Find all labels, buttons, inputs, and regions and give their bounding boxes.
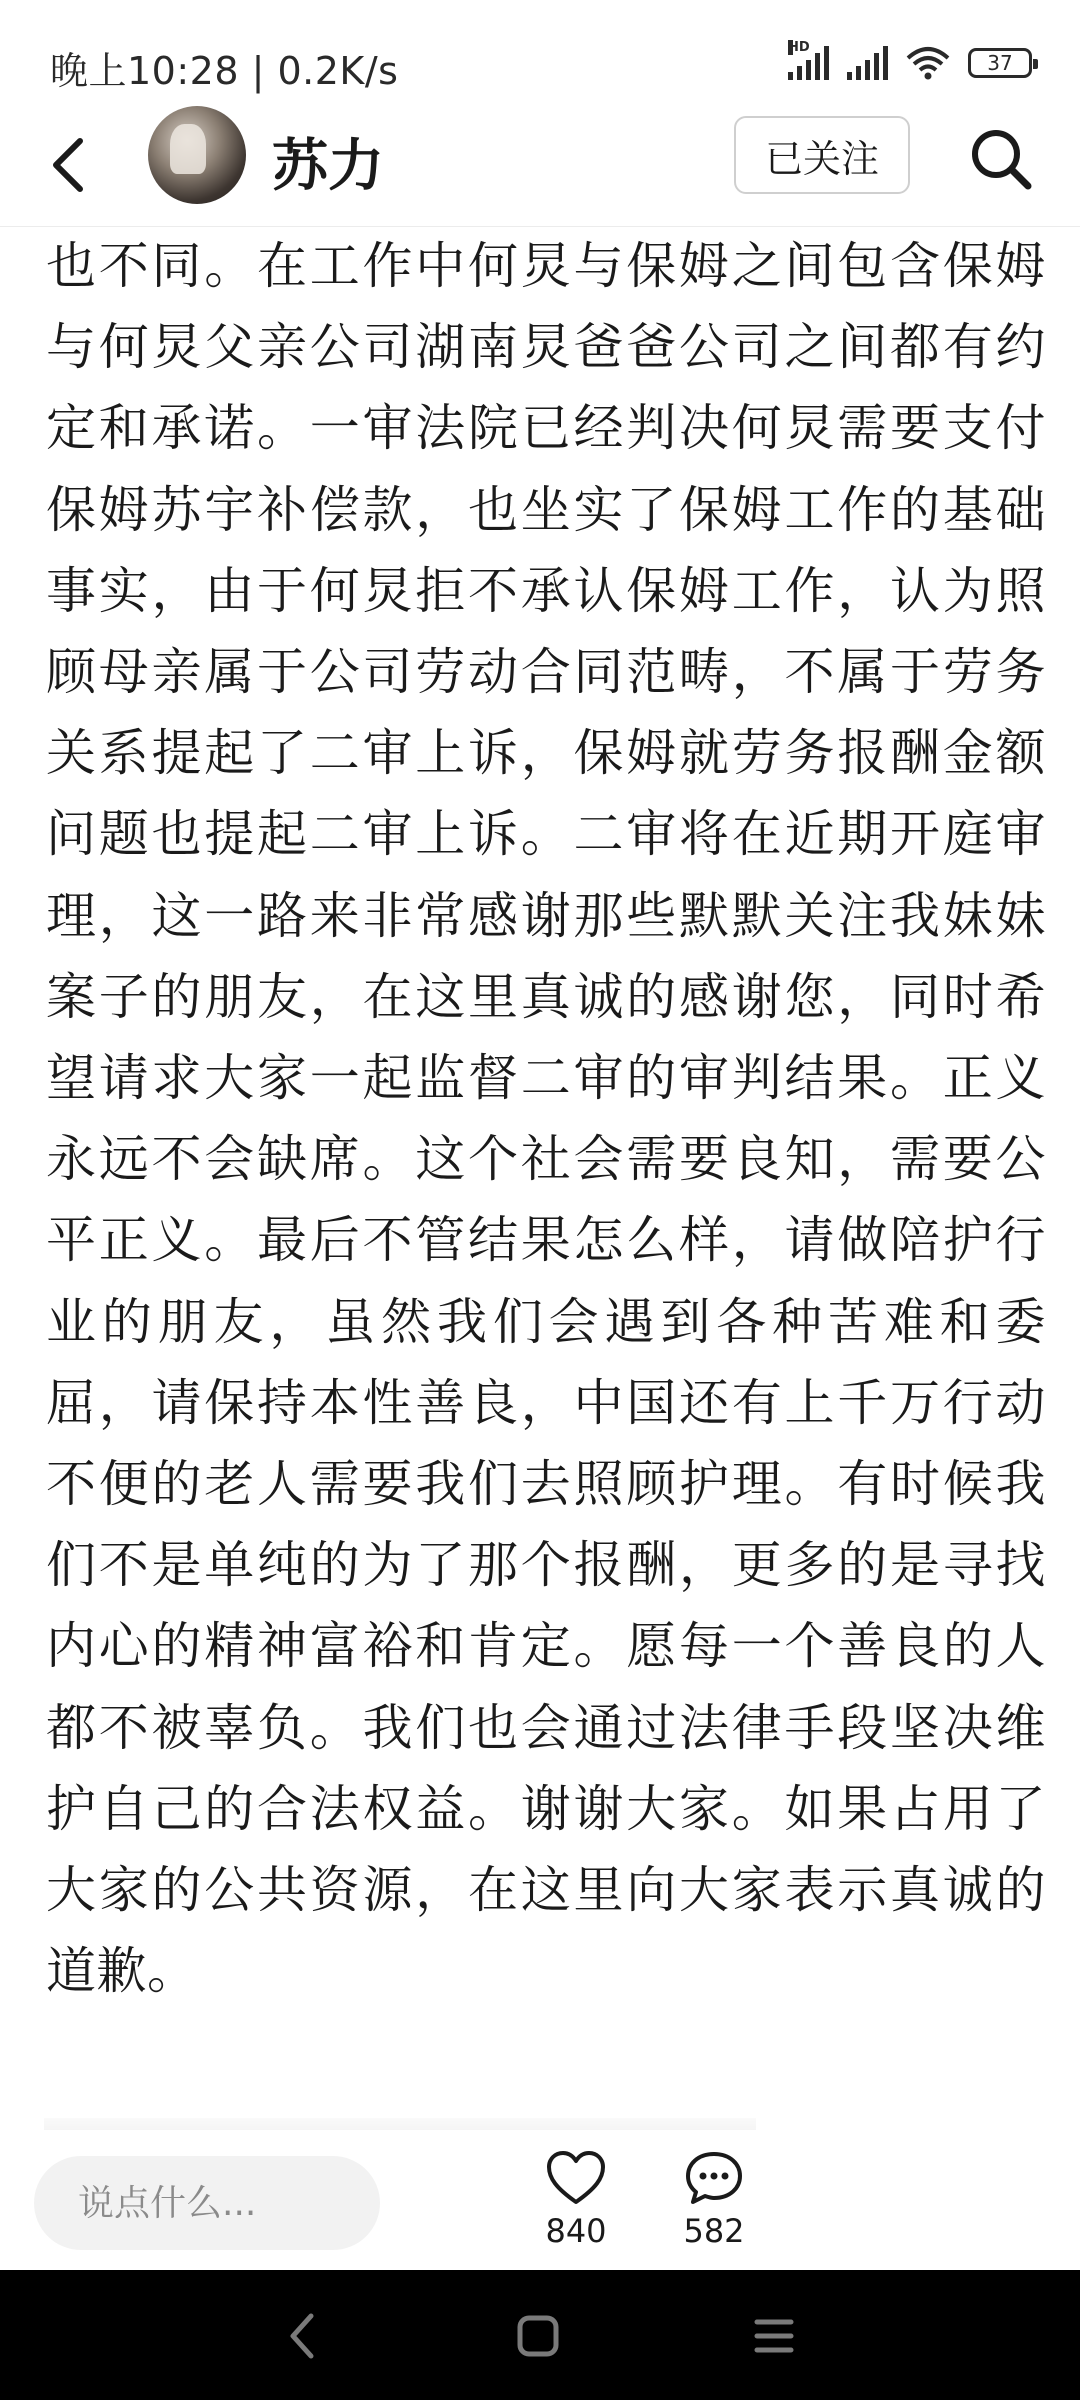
back-button[interactable]: [38, 130, 98, 200]
signal-icon: [847, 46, 888, 80]
app-header: [0, 100, 1080, 228]
follow-button[interactable]: 已关注: [734, 116, 910, 194]
nav-recents-icon: [753, 2316, 795, 2356]
wifi-icon: [906, 46, 950, 80]
avatar[interactable]: [148, 106, 246, 204]
like-button[interactable]: [516, 2150, 636, 2270]
network-badge: HD: [788, 40, 810, 55]
comment-count: 582: [683, 2212, 745, 2250]
username[interactable]: 苏力: [272, 134, 384, 199]
battery-icon: 37: [968, 48, 1032, 78]
signal-hd-icon: [788, 40, 829, 80]
search-button[interactable]: [968, 126, 1034, 192]
nav-home-icon: [516, 2314, 560, 2358]
like-count: 840: [545, 2212, 607, 2250]
back-arrow-icon: [48, 135, 88, 195]
search-icon: [968, 126, 1034, 192]
article-text: 也不同。在工作中何炅与保姆之间包含保姆与何炅父亲公司湖南炅爸爸公司之间都有约定和承诺。一审法院已经判决何炅需要支付保姆苏宇补偿款，也坐实了保姆工作的基础事实，由于何炅拒不承认保姆工作，认为照顾母亲属于公司劳动合同范畴，不属于劳务关系提起了二审上诉，保姆就劳务报酬金额问题也提起二审上诉。二审将在近期开庭审理，这一路来非常感谢那些默默关注我妹妹案子的朋友，在这里真诚的感谢您，同时希望请求大家一起监督二审的审判结果。正义永远不会缺席。这个社会需要良知，需要公平正义。最后不管结果怎么样，请做陪护行业的朋友，虽然我们会遇到各种苦难和委屈，请保持本性善良，中国还有上千万行动不便的老人需要我们去照顾护理。有时候我们不是单纯的为了那个报酬，更多的是寻找内心的精神富裕和肯定。愿每一个善良的人都不被辜负。我们也会通过法律手段坚决维护自己的合法权益。谢谢大家。如果占用了大家的公共资源，在这里向大家表示真诚的道歉。: [46, 237, 1046, 2001]
nav-back-button[interactable]: [272, 2308, 332, 2364]
article-body: [46, 226, 1046, 2106]
status-time: 晚上10:28 | 0.2K/s: [50, 49, 399, 93]
comment-button[interactable]: [654, 2150, 774, 2270]
comment-input[interactable]: [34, 2156, 380, 2250]
comment-bubble-icon: [684, 2150, 744, 2206]
status-icons: [788, 40, 1032, 86]
system-nav-bar: [0, 2270, 1080, 2400]
nav-home-button[interactable]: [508, 2308, 568, 2364]
heart-icon: [546, 2150, 606, 2206]
bottom-action-bar: [0, 2130, 1080, 2270]
nav-recents-button[interactable]: [744, 2308, 804, 2364]
nav-back-icon: [287, 2312, 317, 2360]
